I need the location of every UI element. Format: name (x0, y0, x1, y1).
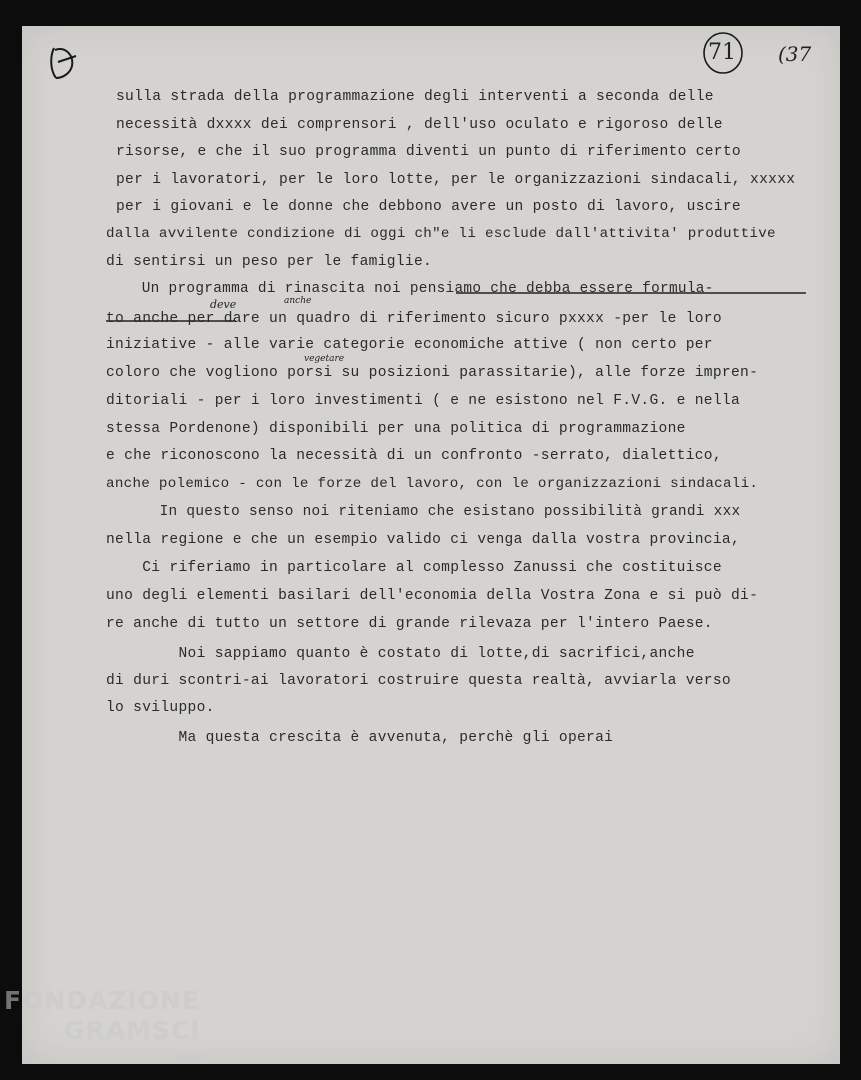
annotation-anche: anche (284, 296, 312, 306)
page-number: 71 (708, 40, 736, 65)
text-line: to anche per dare un quadro di riferimento sicuro pxxxx -per le loro (106, 311, 722, 327)
corner-mark: (37 (778, 42, 812, 66)
watermark-line1: FONDAZIONE (4, 986, 201, 1015)
text-line: Noi sappiamo quanto è costato di lotte,di sacrifici,anche (106, 646, 695, 662)
text-line: di sentirsi un peso per le famiglie. (106, 254, 433, 270)
watermark-line3: onlus (176, 1050, 206, 1063)
annotation-vegetare: vegetare (304, 354, 345, 364)
text-line: re anche di tutto un settore di grande rilevaza per l'intero Paese. (106, 616, 713, 632)
text-line: uno degli elementi basilari dell'economia della Vostra Zona e si può di- (106, 588, 759, 604)
text-line: iniziative - alle varie categorie economiche attive ( non certo per (106, 337, 713, 353)
typed-text-body (22, 26, 840, 1064)
text-line: Ma questa crescita è avvenuta, perchè gli operai (106, 730, 614, 746)
text-line: lo sviluppo. (106, 700, 215, 716)
text-line: di duri scontri-ai lavoratori costruire questa realtà, avviarla verso (106, 673, 731, 689)
fondazione-gramsci-watermark (4, 986, 206, 1063)
text-line: Un programma di rinascita noi pensiamo che debba essere formula- (106, 281, 714, 297)
text-line: e che riconoscono la necessità di un confronto -serrato, dialettico, (106, 448, 722, 464)
text-line: dalla avvilente condizione di oggi ch"e li esclude dall'attivita' produttive (106, 226, 776, 242)
text-line: per i giovani e le donne che debbono avere un posto di lavoro, uscire (116, 199, 741, 215)
text-line: necessità dxxxx dei comprensori , dell'uso oculato e rigoroso delle (116, 117, 723, 133)
text-line: Ci riferiamo in particolare al complesso Zanussi che costituisce (106, 560, 722, 576)
text-line: In questo senso noi riteniamo che esistano possibilità grandi xxx (106, 504, 741, 520)
text-line: stessa Pordenone) disponibili per una politica di programmazione (106, 421, 686, 437)
text-line: ditoriali - per i loro investimenti ( e ne esistono nel F.V.G. e nella (106, 393, 741, 409)
text-line: nella regione e che un esempio valido ci venga dalla vostra provincia, (106, 532, 741, 548)
watermark-line2: GRAMSCI (64, 1016, 201, 1045)
text-line: per i lavoratori, per le loro lotte, per le organizzazioni sindacali, xxxxx (116, 172, 796, 188)
text-line: anche polemico - con le forze del lavoro, con le organizzazioni sindacali. (106, 476, 759, 492)
document-page (22, 26, 840, 1064)
text-line: risorse, e che il suo programma diventi un punto di riferimento certo (116, 144, 741, 160)
text-line: coloro che vogliono porsi su posizioni parassitarie), alle forze impren- (106, 365, 759, 381)
text-line: sulla strada della programmazione degli interventi a seconda delle (116, 89, 714, 105)
annotation-deve: deve (210, 298, 237, 311)
